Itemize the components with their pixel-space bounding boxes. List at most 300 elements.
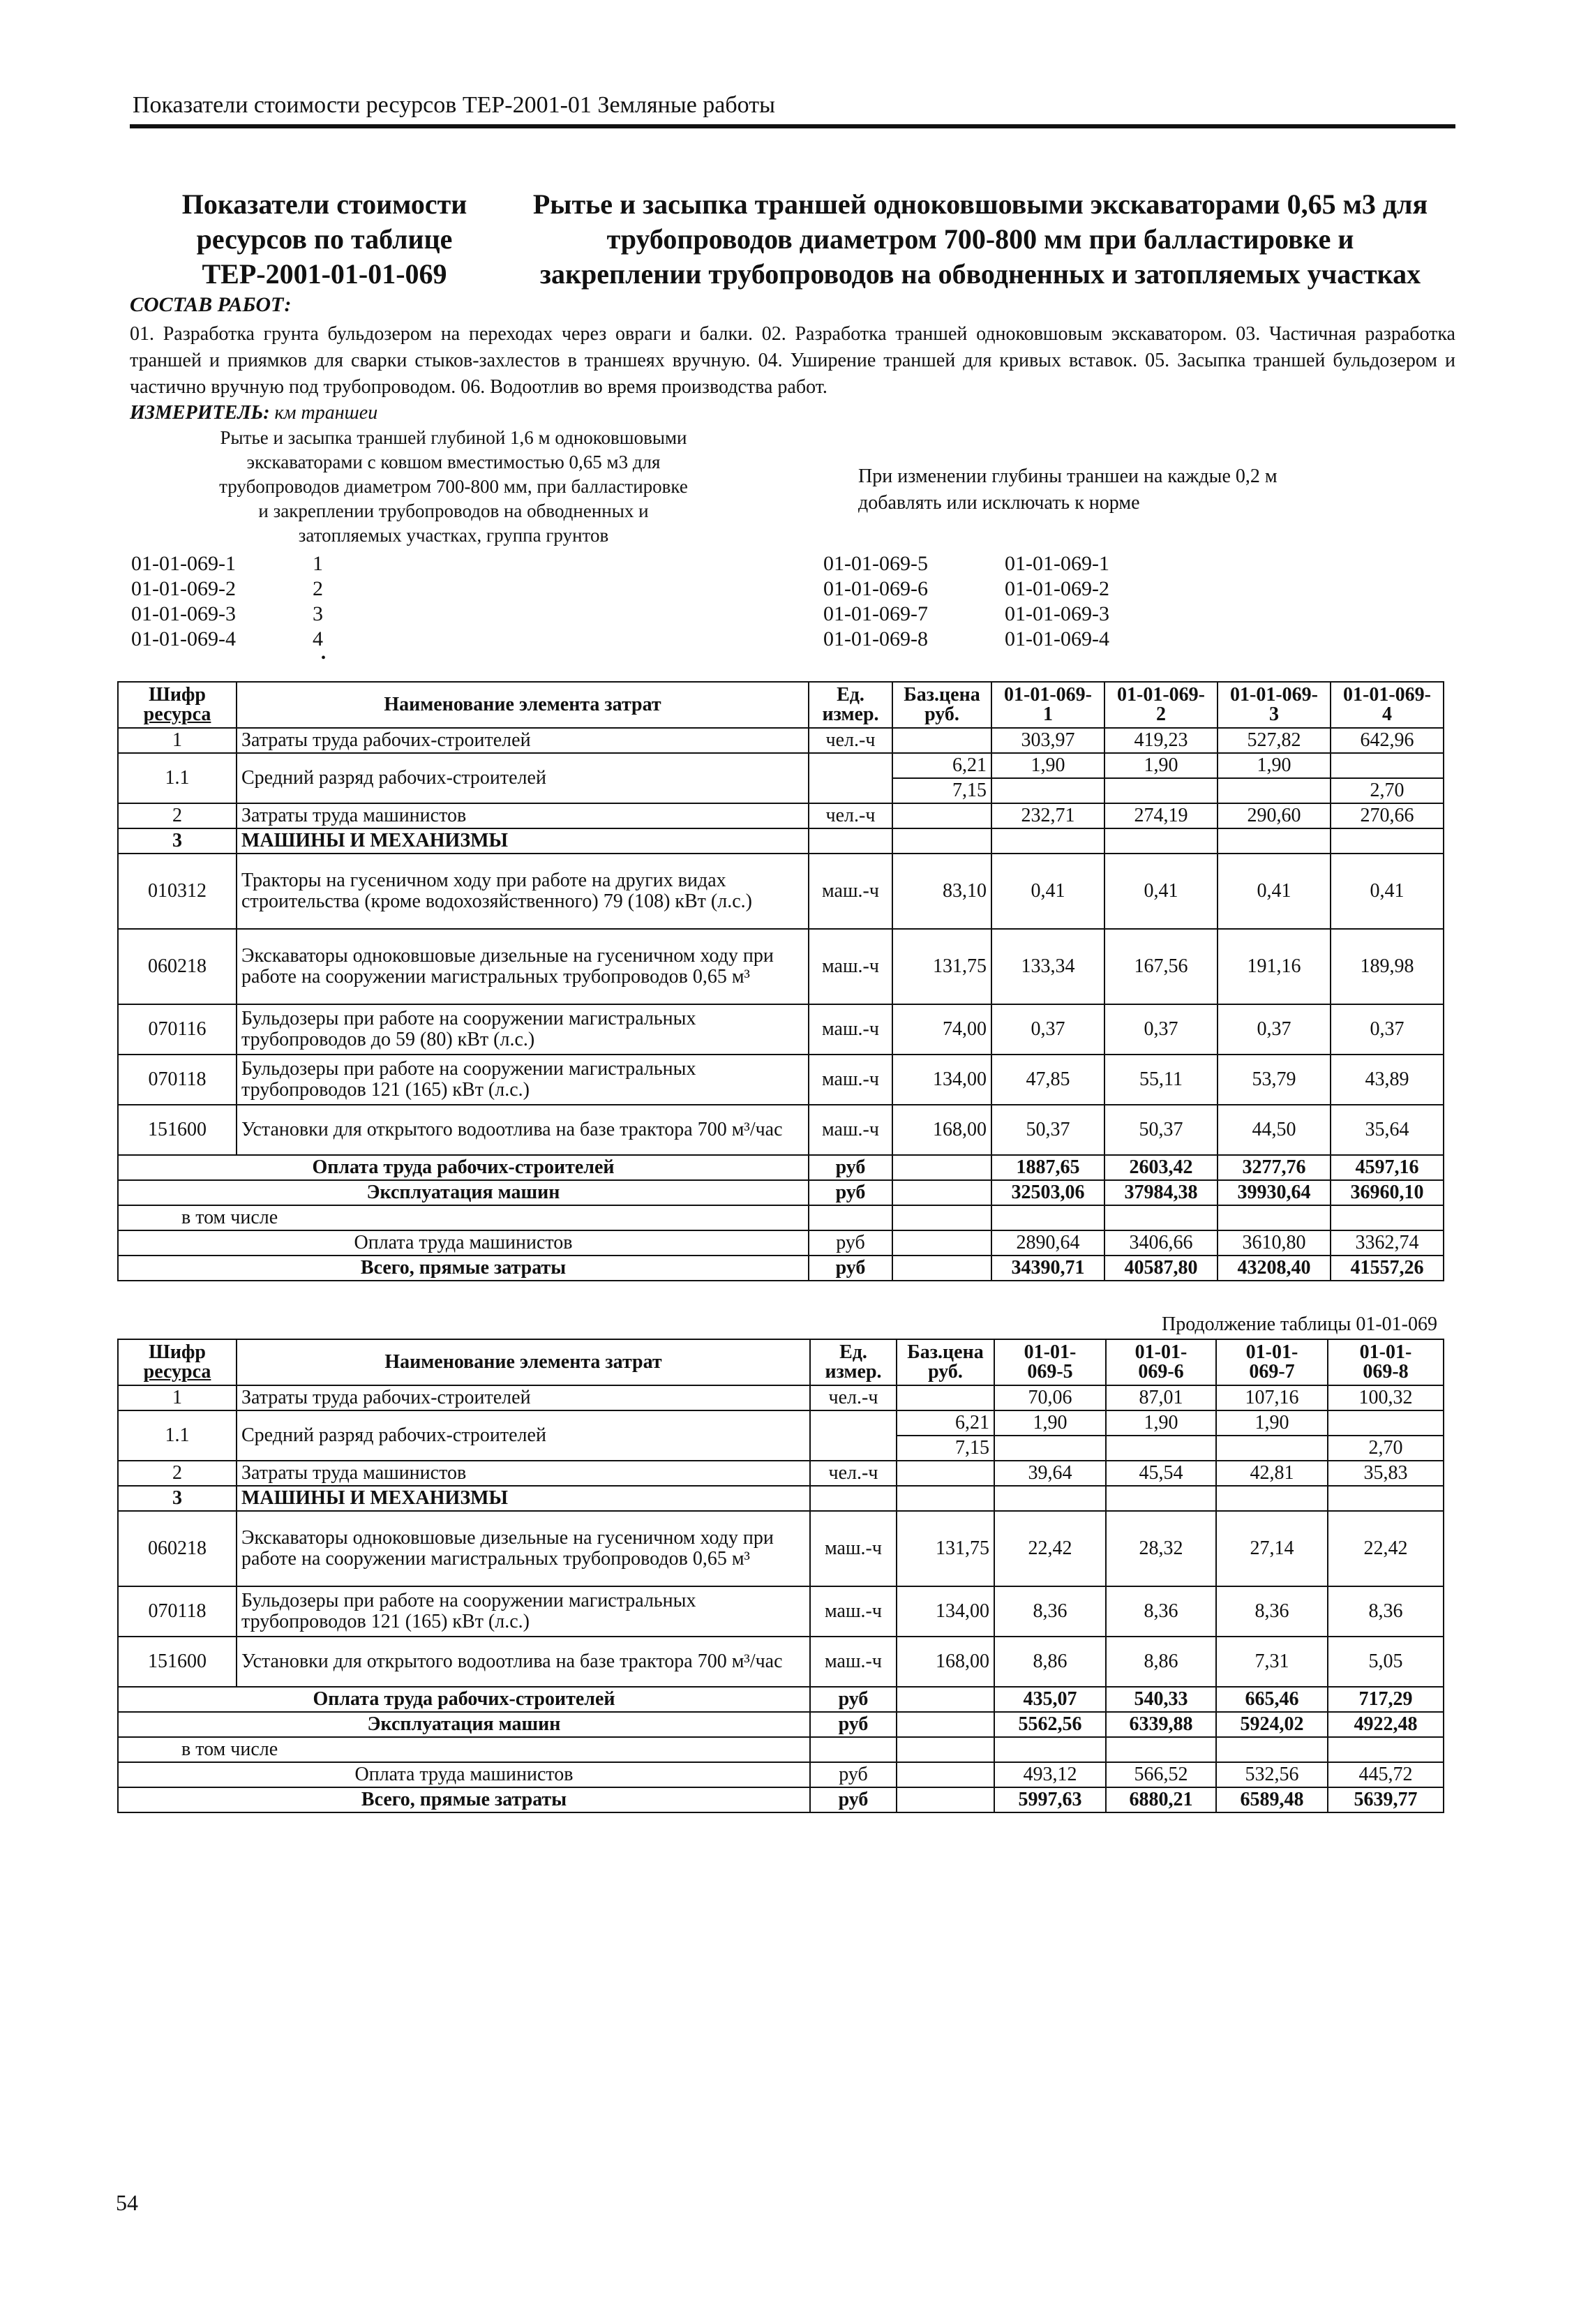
table-header-row [118, 1339, 1444, 1385]
table-cell: 70,06 [994, 1385, 1106, 1410]
table-cell: Затраты труда рабочих-строителей [237, 728, 809, 753]
table-cell [1331, 828, 1444, 854]
table-cell: 0,37 [1218, 1004, 1331, 1055]
header-code: Шифр ресурса [118, 682, 237, 728]
left-title-line: ресурсов по таблице [196, 223, 453, 255]
table-cell [809, 828, 892, 854]
table-cell: 2603,42 [1104, 1155, 1218, 1180]
norm-code: 01-01-069-5 [823, 552, 928, 575]
table-cell: 55,11 [1104, 1055, 1218, 1105]
table-cell: 28,32 [1106, 1511, 1216, 1586]
table-cell: 107,16 [1216, 1385, 1328, 1410]
table-cell: 540,33 [1106, 1687, 1216, 1712]
table-cell: руб [809, 1180, 892, 1205]
table-cell: 168,00 [892, 1105, 991, 1155]
table-cell: 53,79 [1218, 1055, 1331, 1105]
table-cell: 070118 [118, 1055, 237, 1105]
table-cell [1328, 1486, 1444, 1511]
table-row [118, 1461, 1444, 1486]
table-cell: чел.-ч [810, 1461, 897, 1486]
table-cell: 27,14 [1216, 1511, 1328, 1586]
table-cell [897, 1385, 994, 1410]
table-cell: 1,90 [1106, 1410, 1216, 1436]
table-cell: 3 [118, 1486, 237, 1511]
table-cell: 1 [118, 728, 237, 753]
header-price: Баз.цена руб. [897, 1339, 994, 1385]
table-cell [1331, 1205, 1444, 1230]
table-cell: 070116 [118, 1004, 237, 1055]
table-cell [892, 1230, 991, 1256]
table-cell [892, 1205, 991, 1230]
table-cell [892, 803, 991, 828]
table-cell: 303,97 [991, 728, 1104, 753]
continuation-label: Продолжение таблицы 01-01-069 [1161, 1313, 1437, 1335]
table-cell: маш.-ч [810, 1637, 897, 1687]
norm-code: 01-01-069-1 [131, 552, 236, 575]
table-cell: Установки для открытого водоотлива на базе трактора 700 м³/час [237, 1637, 810, 1687]
table-cell: 2 [118, 1461, 237, 1486]
total-row [118, 1687, 1444, 1712]
table-cell: 151600 [118, 1105, 237, 1155]
base-norm-codes [1005, 551, 1109, 652]
table-row [118, 1105, 1444, 1155]
table-cell: 7,15 [892, 778, 991, 803]
depth-adjustment-note [858, 463, 1416, 516]
table-cell [897, 1737, 994, 1762]
right-title-line: трубопроводов диаметром 700-800 мм при балластировке и [606, 223, 1354, 255]
table-cell [892, 728, 991, 753]
table-cell: 527,82 [1218, 728, 1331, 753]
table-row [118, 1586, 1444, 1637]
table-row [118, 929, 1444, 1004]
table-cell: Эксплуатация машин [118, 1180, 809, 1205]
header-col-5: 01-01- 069-5 [994, 1339, 1106, 1385]
table-cell [897, 1486, 994, 1511]
table-cell: чел.-ч [809, 803, 892, 828]
norm-code: 01-01-069-4 [131, 627, 236, 650]
table-cell: 42,81 [1216, 1461, 1328, 1486]
table-cell: 2,70 [1328, 1436, 1444, 1461]
left-title-line: Показатели стоимости [181, 188, 467, 220]
table-cell: 290,60 [1218, 803, 1331, 828]
table-cell [897, 1787, 994, 1812]
table-cell: 493,12 [994, 1762, 1106, 1787]
measure-label: ИЗМЕРИТЕЛЬ: [130, 402, 270, 424]
table-cell [1218, 828, 1331, 854]
table-cell: МАШИНЫ И МЕХАНИЗМЫ [237, 828, 809, 854]
cost-table-continuation [117, 1339, 1444, 1813]
table-cell [1331, 753, 1444, 778]
table-cell: 8,86 [994, 1637, 1106, 1687]
table-cell [1106, 1486, 1216, 1511]
table-row [118, 1410, 1444, 1436]
measure-unit [130, 402, 377, 424]
table-cell: 6,21 [897, 1410, 994, 1436]
table-cell: Экскаваторы одноковшовые дизельные на гусеничном ходу при работе на сооружении магистральных трубопроводов 0,65 м³ [237, 1511, 810, 1586]
right-title-line: закреплении трубопроводов на обводненных и затопляемых участках [539, 258, 1421, 290]
total-row [118, 1256, 1444, 1281]
table-cell: руб [810, 1687, 897, 1712]
table-cell: маш.-ч [810, 1511, 897, 1586]
table-cell: маш.-ч [809, 1105, 892, 1155]
table-cell [809, 1205, 892, 1230]
table-cell: руб [809, 1230, 892, 1256]
table-cell: 0,41 [1218, 854, 1331, 929]
norm-description-line: трубопроводов диаметром 700-800 мм, при балластировке [219, 476, 688, 497]
table-cell: 270,66 [1331, 803, 1444, 828]
table-cell [1106, 1436, 1216, 1461]
header-col-8: 01-01- 069-8 [1328, 1339, 1444, 1385]
total-row [118, 1712, 1444, 1737]
table-cell: 060218 [118, 929, 237, 1004]
table-cell: 3277,76 [1218, 1155, 1331, 1180]
work-composition-heading: СОСТАВ РАБОТ: [130, 293, 292, 316]
table-cell: 8,36 [1216, 1586, 1328, 1637]
table-cell [892, 1180, 991, 1205]
table-cell: маш.-ч [809, 854, 892, 929]
table-cell: 1.1 [118, 1410, 237, 1461]
table-cell: Эксплуатация машин [118, 1712, 810, 1737]
table-row [118, 1637, 1444, 1687]
table-cell [994, 1436, 1106, 1461]
table-cell: 419,23 [1104, 728, 1218, 753]
table-cell: 4922,48 [1328, 1712, 1444, 1737]
soil-group: 1 [313, 552, 323, 575]
table-cell: 1,90 [1104, 753, 1218, 778]
norm-code: 01-01-069-6 [823, 577, 928, 600]
table-cell: 8,36 [1328, 1586, 1444, 1637]
norm-code: 01-01-069-4 [1005, 627, 1109, 650]
table-cell [1104, 778, 1218, 803]
table-cell: Оплата труда рабочих-строителей [118, 1155, 809, 1180]
table-cell: 191,16 [1218, 929, 1331, 1004]
table-cell: маш.-ч [809, 929, 892, 1004]
table-cell: 8,36 [1106, 1586, 1216, 1637]
table-cell: Экскаваторы одноковшовые дизельные на гусеничном ходу при работе на сооружении магистральных трубопроводов 0,65 м³ [237, 929, 809, 1004]
header-col-2: 01-01-069- 2 [1104, 682, 1218, 728]
table-cell: в том числе [118, 1737, 810, 1762]
table-cell: 83,10 [892, 854, 991, 929]
table-cell [1328, 1737, 1444, 1762]
table-cell [1106, 1737, 1216, 1762]
table-cell: 532,56 [1216, 1762, 1328, 1787]
table-cell [897, 1712, 994, 1737]
table-cell [892, 828, 991, 854]
norm-code: 01-01-069-2 [131, 577, 236, 600]
table-cell: 060218 [118, 1511, 237, 1586]
header-col-3: 01-01-069- 3 [1218, 682, 1331, 728]
table-row [118, 854, 1444, 929]
header-col-7: 01-01- 069-7 [1216, 1339, 1328, 1385]
table-cell: 6880,21 [1106, 1787, 1216, 1812]
table-cell: 134,00 [897, 1586, 994, 1637]
header-rule [130, 124, 1455, 128]
soil-group-list [313, 551, 323, 652]
total-row [118, 1205, 1444, 1230]
table-cell: 74,00 [892, 1004, 991, 1055]
header-col-1: 01-01-069- 1 [991, 682, 1104, 728]
table-cell: 45,54 [1106, 1461, 1216, 1486]
table-cell: МАШИНЫ И МЕХАНИЗМЫ [237, 1486, 810, 1511]
table-cell: 43,89 [1331, 1055, 1444, 1105]
table-cell: 3362,74 [1331, 1230, 1444, 1256]
table-cell [1216, 1737, 1328, 1762]
table-cell: 5,05 [1328, 1637, 1444, 1687]
table-cell: 0,41 [1104, 854, 1218, 929]
header-price: Баз.цена руб. [892, 682, 991, 728]
table-cell [892, 1155, 991, 1180]
header-code: Шифр ресурса [118, 1339, 237, 1385]
table-cell: 50,37 [1104, 1105, 1218, 1155]
table-cell: 1887,65 [991, 1155, 1104, 1180]
table-cell: Тракторы на гусеничном ходу при работе на других видах строительства (кроме водохозяйственного) 79 (108) кВт (л.с.) [237, 854, 809, 929]
table-cell [1104, 828, 1218, 854]
table-cell: 3610,80 [1218, 1230, 1331, 1256]
table-cell: 168,00 [897, 1637, 994, 1687]
table-row [118, 753, 1444, 778]
table-cell: 1.1 [118, 753, 237, 803]
table-cell: 37984,38 [1104, 1180, 1218, 1205]
table-cell: 43208,40 [1218, 1256, 1331, 1281]
table-cell: 34390,71 [991, 1256, 1104, 1281]
table-cell: 717,29 [1328, 1687, 1444, 1712]
table-cell: 133,34 [991, 929, 1104, 1004]
table-cell: 1,90 [1216, 1410, 1328, 1436]
norm-code: 01-01-069-7 [823, 602, 928, 625]
table-cell: Бульдозеры при работе на сооружении магистральных трубопроводов 121 (165) кВт (л.с.) [237, 1055, 809, 1105]
table-cell: 1,90 [991, 753, 1104, 778]
soil-group: 4 [313, 627, 323, 650]
table-cell: 8,86 [1106, 1637, 1216, 1687]
table-cell: Бульдозеры при работе на сооружении магистральных трубопроводов 121 (165) кВт (л.с.) [237, 1586, 810, 1637]
table-cell: руб [810, 1712, 897, 1737]
table-row [118, 1511, 1444, 1586]
table-cell: 1,90 [1218, 753, 1331, 778]
soil-group: 3 [313, 602, 323, 625]
table-cell: 32503,06 [991, 1180, 1104, 1205]
norm-codes-list [131, 551, 236, 652]
header-unit: Ед. измер. [809, 682, 892, 728]
table-row [118, 728, 1444, 753]
table-cell: 22,42 [1328, 1511, 1444, 1586]
table-cell: 39,64 [994, 1461, 1106, 1486]
table-cell: 36960,10 [1331, 1180, 1444, 1205]
table-cell: 232,71 [991, 803, 1104, 828]
table-cell: руб [809, 1155, 892, 1180]
table-row [118, 1004, 1444, 1055]
cost-table-main [117, 681, 1444, 1281]
table-cell [810, 1737, 897, 1762]
table-cell: 41557,26 [1331, 1256, 1444, 1281]
total-row [118, 1737, 1444, 1762]
table-cell: 4597,16 [1331, 1155, 1444, 1180]
resource-indicator-title [160, 187, 488, 292]
table-cell [991, 828, 1104, 854]
norm-description-line: и закреплении трубопроводов на обводненных и [258, 500, 649, 521]
table-cell [892, 1256, 991, 1281]
norm-code: 01-01-069-1 [1005, 552, 1109, 575]
table-cell: 665,46 [1216, 1687, 1328, 1712]
table-row [118, 803, 1444, 828]
table-cell: Затраты труда рабочих-строителей [237, 1385, 810, 1410]
table-cell: Оплата труда машинистов [118, 1230, 809, 1256]
table-cell: 47,85 [991, 1055, 1104, 1105]
table-cell [897, 1762, 994, 1787]
table-cell: чел.-ч [809, 728, 892, 753]
table-cell: 2,70 [1331, 778, 1444, 803]
table-cell: в том числе [118, 1205, 809, 1230]
table-cell: маш.-ч [809, 1004, 892, 1055]
table-cell: Средний разряд рабочих-строителей [237, 753, 809, 803]
table-cell: 100,32 [1328, 1385, 1444, 1410]
table-cell [1218, 778, 1331, 803]
header-name: Наименование элемента затрат [237, 1339, 810, 1385]
section-row [118, 1486, 1444, 1511]
table-cell: 5924,02 [1216, 1712, 1328, 1737]
table-cell: Установки для открытого водоотлива на базе трактора 700 м³/час [237, 1105, 809, 1155]
table-cell: 40587,80 [1104, 1256, 1218, 1281]
table-cell: 0,41 [991, 854, 1104, 929]
table-cell: 5639,77 [1328, 1787, 1444, 1812]
left-title-line: ТЕР-2001-01-01-069 [202, 258, 447, 290]
norm-description-line: Рытье и засыпка траншей глубиной 1,6 м одноковшовыми [220, 427, 687, 448]
table-cell: 642,96 [1331, 728, 1444, 753]
table-cell: 39930,64 [1218, 1180, 1331, 1205]
table-cell: 189,98 [1331, 929, 1444, 1004]
table-cell: Оплата труда рабочих-строителей [118, 1687, 810, 1712]
table-cell [1216, 1486, 1328, 1511]
table-cell: 87,01 [1106, 1385, 1216, 1410]
table-cell [1104, 1205, 1218, 1230]
norm-code: 01-01-069-2 [1005, 577, 1109, 600]
work-title [502, 187, 1458, 292]
norm-code: 01-01-069-3 [1005, 602, 1109, 625]
table-cell [994, 1486, 1106, 1511]
table-header-row [118, 682, 1444, 728]
measure-value: км траншеи [274, 402, 378, 424]
table-cell: Средний разряд рабочих-строителей [237, 1410, 810, 1461]
table-cell [897, 1461, 994, 1486]
table-cell: 0,41 [1331, 854, 1444, 929]
table-cell: Всего, прямые затраты [118, 1787, 810, 1812]
table-cell: 22,42 [994, 1511, 1106, 1586]
table-cell: 1,90 [994, 1410, 1106, 1436]
header-name: Наименование элемента затрат [237, 682, 809, 728]
table-cell: руб [810, 1762, 897, 1787]
table-row [118, 1385, 1444, 1410]
table-cell [1216, 1436, 1328, 1461]
table-cell [991, 1205, 1104, 1230]
table-cell [1328, 1410, 1444, 1436]
table-cell: Затраты труда машинистов [237, 803, 809, 828]
table-cell: руб [810, 1787, 897, 1812]
table-cell: 2890,64 [991, 1230, 1104, 1256]
table-cell: 445,72 [1328, 1762, 1444, 1787]
table-cell: 0,37 [991, 1004, 1104, 1055]
running-header: Показатели стоимости ресурсов ТЕР-2001-01 Земляные работы [133, 92, 775, 118]
table-cell: 1 [118, 1385, 237, 1410]
header-unit: Ед. измер. [810, 1339, 897, 1385]
table-cell [810, 1410, 897, 1461]
table-cell: 5562,56 [994, 1712, 1106, 1737]
table-cell: 7,15 [897, 1436, 994, 1461]
table-cell: Затраты труда машинистов [237, 1461, 810, 1486]
total-row [118, 1230, 1444, 1256]
norm-code: 01-01-069-8 [823, 627, 928, 650]
work-composition-text: 01. Разработка грунта бульдозером на переходах через овраги и балки. 02. Разработка траншей одноковшовым экскаватором. 03. Частичная разработка траншей и приямков для сварки стыков-захлестов в траншеях вручную. 04. Уширение траншей для кривых вставок. 05. Засыпка траншей бульдозером и частично вручную под трубопроводом. 06. Водоотлив во время производства работ. [130, 323, 1455, 398]
table-cell: 6589,48 [1216, 1787, 1328, 1812]
norm-description [167, 426, 740, 548]
table-cell: маш.-ч [810, 1586, 897, 1637]
page-number: 54 [116, 2190, 138, 2215]
norm-description-line: экскаваторами с ковшом вместимостью 0,65 м3 для [246, 452, 661, 472]
table-cell [810, 1486, 897, 1511]
table-cell: 44,50 [1218, 1105, 1331, 1155]
depth-note-line: добавлять или исключать к норме [858, 492, 1140, 514]
table-cell: Всего, прямые затраты [118, 1256, 809, 1281]
header-col-6: 01-01- 069-6 [1106, 1339, 1216, 1385]
depth-note-line: При изменении глубины траншеи на каждые 0,2 м [858, 465, 1278, 487]
table-cell: 151600 [118, 1637, 237, 1687]
section-row [118, 828, 1444, 854]
table-cell: 5997,63 [994, 1787, 1106, 1812]
table-cell [809, 753, 892, 803]
table-cell: 131,75 [892, 929, 991, 1004]
table-cell: 3406,66 [1104, 1230, 1218, 1256]
table-row [118, 1055, 1444, 1105]
norm-description-line: затопляемых участках, группа грунтов [298, 525, 609, 546]
table-cell: 010312 [118, 854, 237, 929]
table-cell: 50,37 [991, 1105, 1104, 1155]
table-cell: 167,56 [1104, 929, 1218, 1004]
total-row [118, 1762, 1444, 1787]
table-cell: 7,31 [1216, 1637, 1328, 1687]
table-cell [897, 1687, 994, 1712]
table-cell: чел.-ч [810, 1385, 897, 1410]
total-row [118, 1787, 1444, 1812]
table-cell: маш.-ч [809, 1055, 892, 1105]
table-cell: Бульдозеры при работе на сооружении магистральных трубопроводов до 59 (80) кВт (л.с.) [237, 1004, 809, 1055]
table-cell: 3 [118, 828, 237, 854]
header-col-4: 01-01-069- 4 [1331, 682, 1444, 728]
table-cell [1218, 1205, 1331, 1230]
table-cell: 274,19 [1104, 803, 1218, 828]
norm-code: 01-01-069-3 [131, 602, 236, 625]
table-cell: 0,37 [1104, 1004, 1218, 1055]
table-cell: 8,36 [994, 1586, 1106, 1637]
table-cell [994, 1737, 1106, 1762]
table-cell: 131,75 [897, 1511, 994, 1586]
table-cell: 070118 [118, 1586, 237, 1637]
total-row [118, 1180, 1444, 1205]
table-cell: 134,00 [892, 1055, 991, 1105]
table-cell: 435,07 [994, 1687, 1106, 1712]
depth-norm-codes [823, 551, 928, 652]
table-cell: 6,21 [892, 753, 991, 778]
table-cell: 35,83 [1328, 1461, 1444, 1486]
table-cell: 2 [118, 803, 237, 828]
table-cell: Оплата труда машинистов [118, 1762, 810, 1787]
table-cell: руб [809, 1256, 892, 1281]
dot-mark: • [321, 650, 327, 666]
right-title-line: Рытье и засыпка траншей одноковшовыми экскаваторами 0,65 м3 для [532, 188, 1428, 220]
table-cell [991, 778, 1104, 803]
table-cell: 6339,88 [1106, 1712, 1216, 1737]
table-cell: 35,64 [1331, 1105, 1444, 1155]
table-cell: 566,52 [1106, 1762, 1216, 1787]
soil-group: 2 [313, 577, 323, 600]
table-cell: 0,37 [1331, 1004, 1444, 1055]
